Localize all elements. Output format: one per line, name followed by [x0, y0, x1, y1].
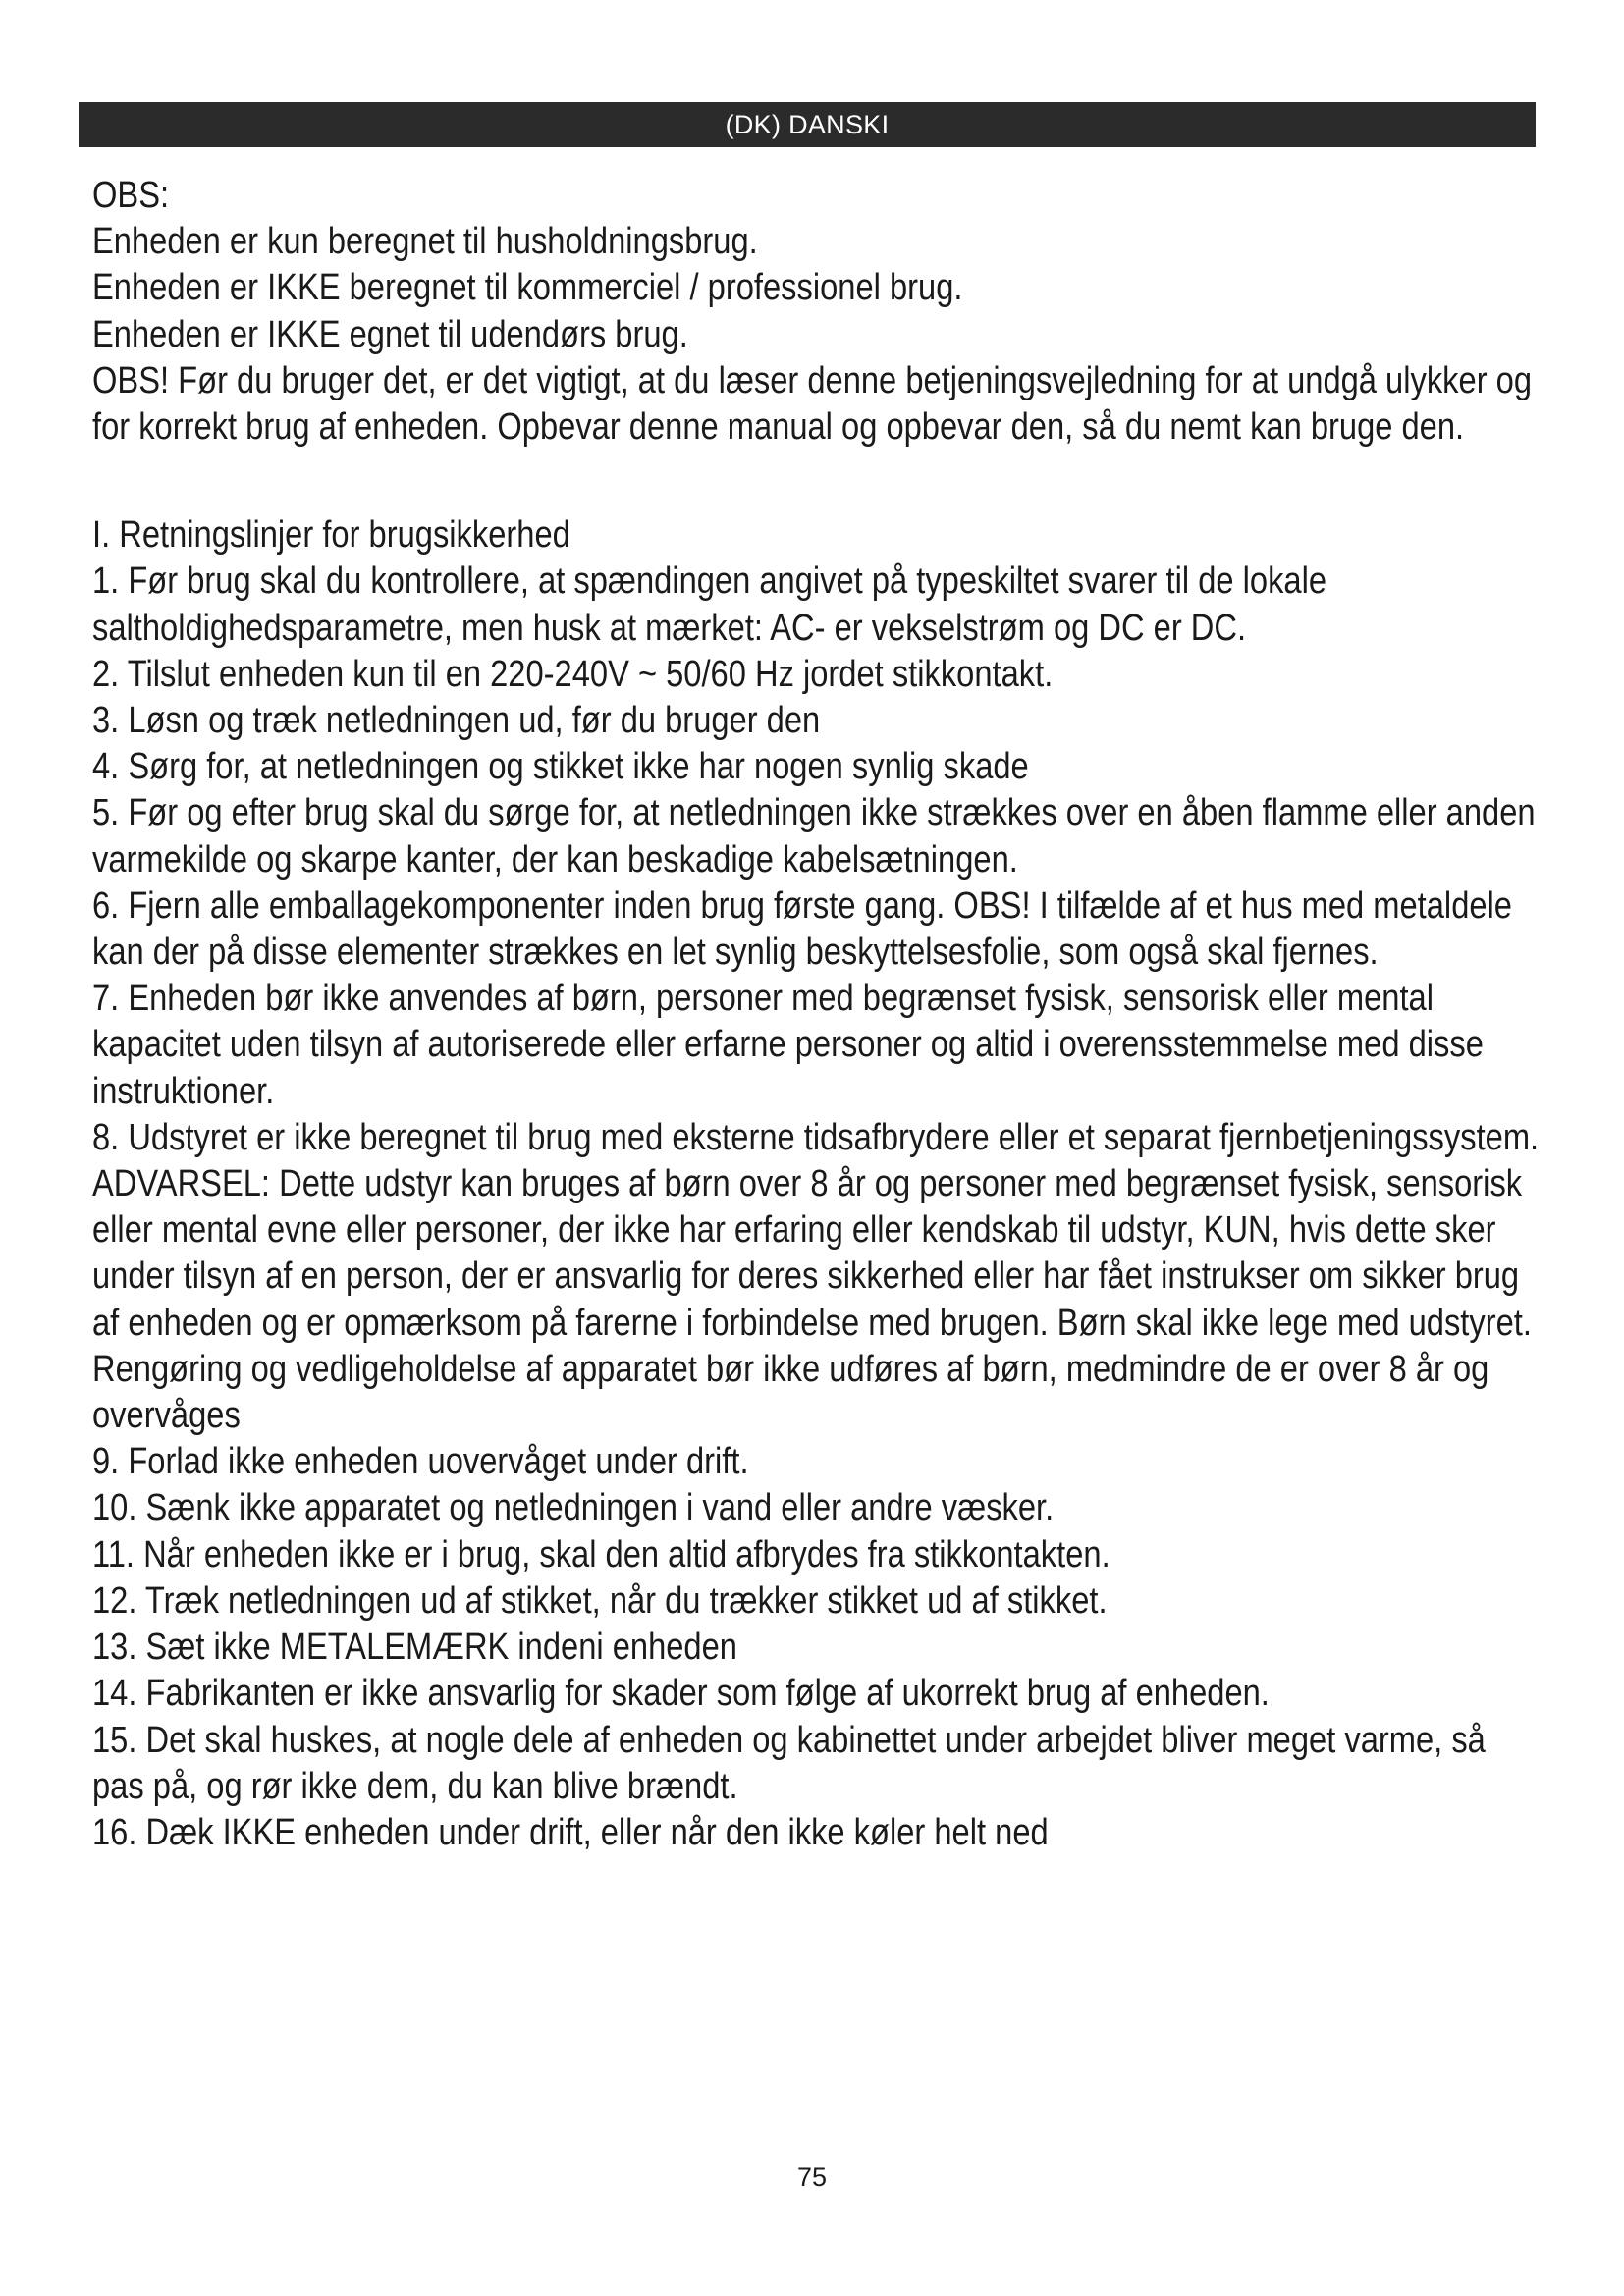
warning-paragraph: ADVARSEL: Dette udstyr kan bruges af børn over 8 år og personer med begrænset fysisk, sensorisk eller mental evne eller personer, der ikke har erfaring eller kendskab til udstyr, KUN, hvis dette sker under tilsyn af en person, der er ansvarlig for deres sikkerhed eller har fået instrukser om sikker brug af enheden og er opmærksom på farerne i forbindelse med brugen. Børn skal ikke lege med udstyret. Rengøring og vedligeholdelse af apparatet bør ikke udføres af børn, medmindre de er over 8 år og overvåges	[92, 1163, 1532, 1437]
intro-line-household: Enheden er kun beregnet til husholdningsbrug.	[92, 221, 758, 263]
safety-item-14: 14. Fabrikanten er ikke ansvarlig for skader som følge af ukorrekt brug af enheden.	[92, 1673, 1270, 1715]
safety-item-10: 10. Sænk ikke apparatet og netledningen i vand eller andre væsker.	[92, 1487, 1055, 1529]
safety-item-8: 8. Udstyret er ikke beregnet til brug med eksterne tidsafbrydere eller et separat fjernbetjeningssystem.	[92, 1116, 1540, 1158]
safety-item-7: 7. Enheden bør ikke anvendes af børn, personer med begrænset fysisk, sensorisk eller mental kapacitet uden tilsyn af autoriserede eller erfarne personer og altid i overensstemmelse med disse instruktioner.	[92, 978, 1484, 1112]
safety-item-11: 11. Når enheden ikke er i brug, skal den altid afbrydes fra stikkontakten.	[92, 1533, 1110, 1575]
section-spacer	[92, 451, 1544, 512]
intro-line-not-outdoor: Enheden er IKKE egnet til udendørs brug.	[92, 313, 688, 355]
safety-item-15: 15. Det skal huskes, at nogle dele af enheden og kabinettet under arbejdet bliver meget varme, så pas på, og rør ikke dem, du kan blive brændt.	[92, 1719, 1486, 1807]
obs-label: OBS:	[92, 175, 170, 216]
safety-item-13: 13. Sæt ikke METALEMÆRK indeni enheden	[92, 1627, 737, 1669]
page-number: 75	[796, 2163, 828, 2192]
safety-item-12: 12. Træk netledningen ud af stikket, når du trækker stikket ud af stikket.	[92, 1579, 1108, 1622]
language-header-bar	[79, 102, 1536, 147]
safety-item-1: 1. Før brug skal du kontrollere, at spændingen angivet på typeskiltet svarer til de lokale saltholdighedsparametre, men husk at mærket: AC- er vekselstrøm og DC er DC.	[92, 561, 1327, 649]
safety-item-6: 6. Fjern alle emballagekomponenter inden brug første gang. OBS! I tilfælde af et hus med metaldele kan der på disse elementer strækkes en let synlig beskyttelsesfolie, som også skal fjernes.	[92, 884, 1512, 974]
safety-item-3: 3. Løsn og træk netledningen ud, før du bruger den	[92, 700, 821, 742]
section-heading: I. Retningslinjer for brugsikkerhed	[92, 514, 570, 557]
safety-item-16: 16. Dæk IKKE enheden under drift, eller når den ikke køler helt ned	[92, 1811, 1049, 1853]
safety-item-5: 5. Før og efter brug skal du sørge for, at netledningen ikke strækkes over en åben flamme eller anden varmekilde og skarpe kanter, der kan beskadige kabelsætningen.	[92, 792, 1536, 881]
safety-item-2: 2. Tilslut enheden kun til en 220-240V ~ 50/60 Hz jordet stikkontakt.	[92, 653, 1054, 695]
intro-notice-paragraph: OBS! Før du bruger det, er det vigtigt, at du læser denne betjeningsvejledning for at undgå ulykker og for korrekt brug af enheden. Opbevar denne manual og opbevar den, så du nemt kan bruge den.	[92, 359, 1533, 449]
safety-item-4: 4. Sørg for, at netledningen og stikket ikke har nogen synlig skade	[92, 746, 1029, 788]
intro-line-not-commercial: Enheden er IKKE beregnet til kommerciel / professionel brug.	[92, 267, 963, 309]
manual-content	[92, 173, 1544, 1856]
safety-item-9: 9. Forlad ikke enheden uovervåget under drift.	[92, 1441, 749, 1483]
language-header-title: (DK) DANSKI	[725, 110, 890, 139]
